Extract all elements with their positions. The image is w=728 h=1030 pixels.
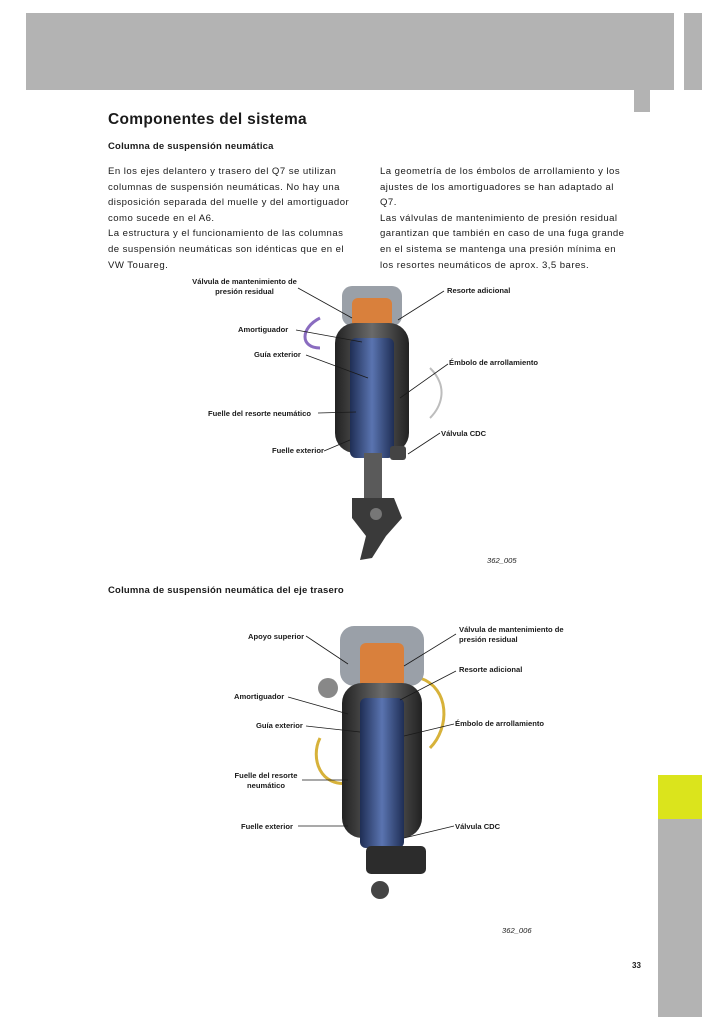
label-fuelle-exterior: Fuelle exterior <box>241 822 293 831</box>
label-guia-exterior: Guía exterior <box>256 721 303 730</box>
text-line: Las válvulas de mantenimiento de presión residual <box>380 212 618 224</box>
text-line: de suspensión neumáticas son idénticas que en el <box>108 243 345 255</box>
section-heading-rear: Columna de suspensión neumática del eje trasero <box>108 585 344 596</box>
text-line: columnas de suspensión neumáticas. No hay una <box>108 181 340 193</box>
page-number: 33 <box>632 961 641 970</box>
figure-id: 362_005 <box>487 556 517 565</box>
label-fuelle-exterior: Fuelle exterior <box>272 446 324 455</box>
text-line: como sucede en el A6. <box>108 212 215 224</box>
label-valvula-cdc: Válvula CDC <box>441 429 487 438</box>
text-line: garantizan que también en caso de una fuga grande <box>380 228 625 240</box>
label-line: Fuelle del resorte <box>234 771 298 780</box>
label-embolo: Émbolo de arrollamiento <box>455 719 545 728</box>
page-title: Componentes del sistema <box>108 111 307 128</box>
text-line: en el sistema se mantenga una presión mínima en <box>380 243 617 255</box>
text-line: La estructura y el funcionamiento de las columnas <box>108 228 344 240</box>
label-line: neumático <box>247 781 285 790</box>
text-line: En los ejes delantero y trasero del Q7 se utilizan <box>108 166 337 177</box>
label-amortiguador: Amortiguador <box>238 325 289 334</box>
label-guia-exterior: Guía exterior <box>254 350 301 359</box>
label-resorte-adicional: Resorte adicional <box>459 665 523 674</box>
text-line: Q7. <box>380 197 397 209</box>
label-valve <box>191 277 298 297</box>
section-subtitle: Columna de suspensión neumática <box>108 141 274 152</box>
label-fuelle-resorte <box>230 771 302 791</box>
label-line: presión residual <box>215 287 274 296</box>
label-resorte-adicional: Resorte adicional <box>447 286 511 295</box>
text-line: los resortes neumáticos de aprox. 3,5 bares. <box>380 259 590 271</box>
label-fuelle-resorte: Fuelle del resorte neumático <box>208 409 311 418</box>
text-line: VW Touareg. <box>108 259 169 271</box>
label-valvula-cdc: Válvula CDC <box>455 822 501 831</box>
label-line: Válvula de mantenimiento de <box>459 625 564 634</box>
text-line: disposición separada del muelle y del amortiguador <box>108 197 350 209</box>
label-embolo: Émbolo de arrollamiento <box>449 358 539 367</box>
text-line: ajustes de los amortiguadores se han adaptado al <box>380 181 614 193</box>
label-amortiguador: Amortiguador <box>234 692 285 701</box>
figure-id: 362_006 <box>502 926 532 935</box>
label-line: Válvula de mantenimiento de <box>192 277 297 286</box>
label-valve <box>459 625 564 645</box>
text-line: La geometría de los émbolos de arrollamiento y los <box>380 166 621 177</box>
label-apoyo-superior: Apoyo superior <box>248 632 305 641</box>
label-line: presión residual <box>459 635 518 644</box>
